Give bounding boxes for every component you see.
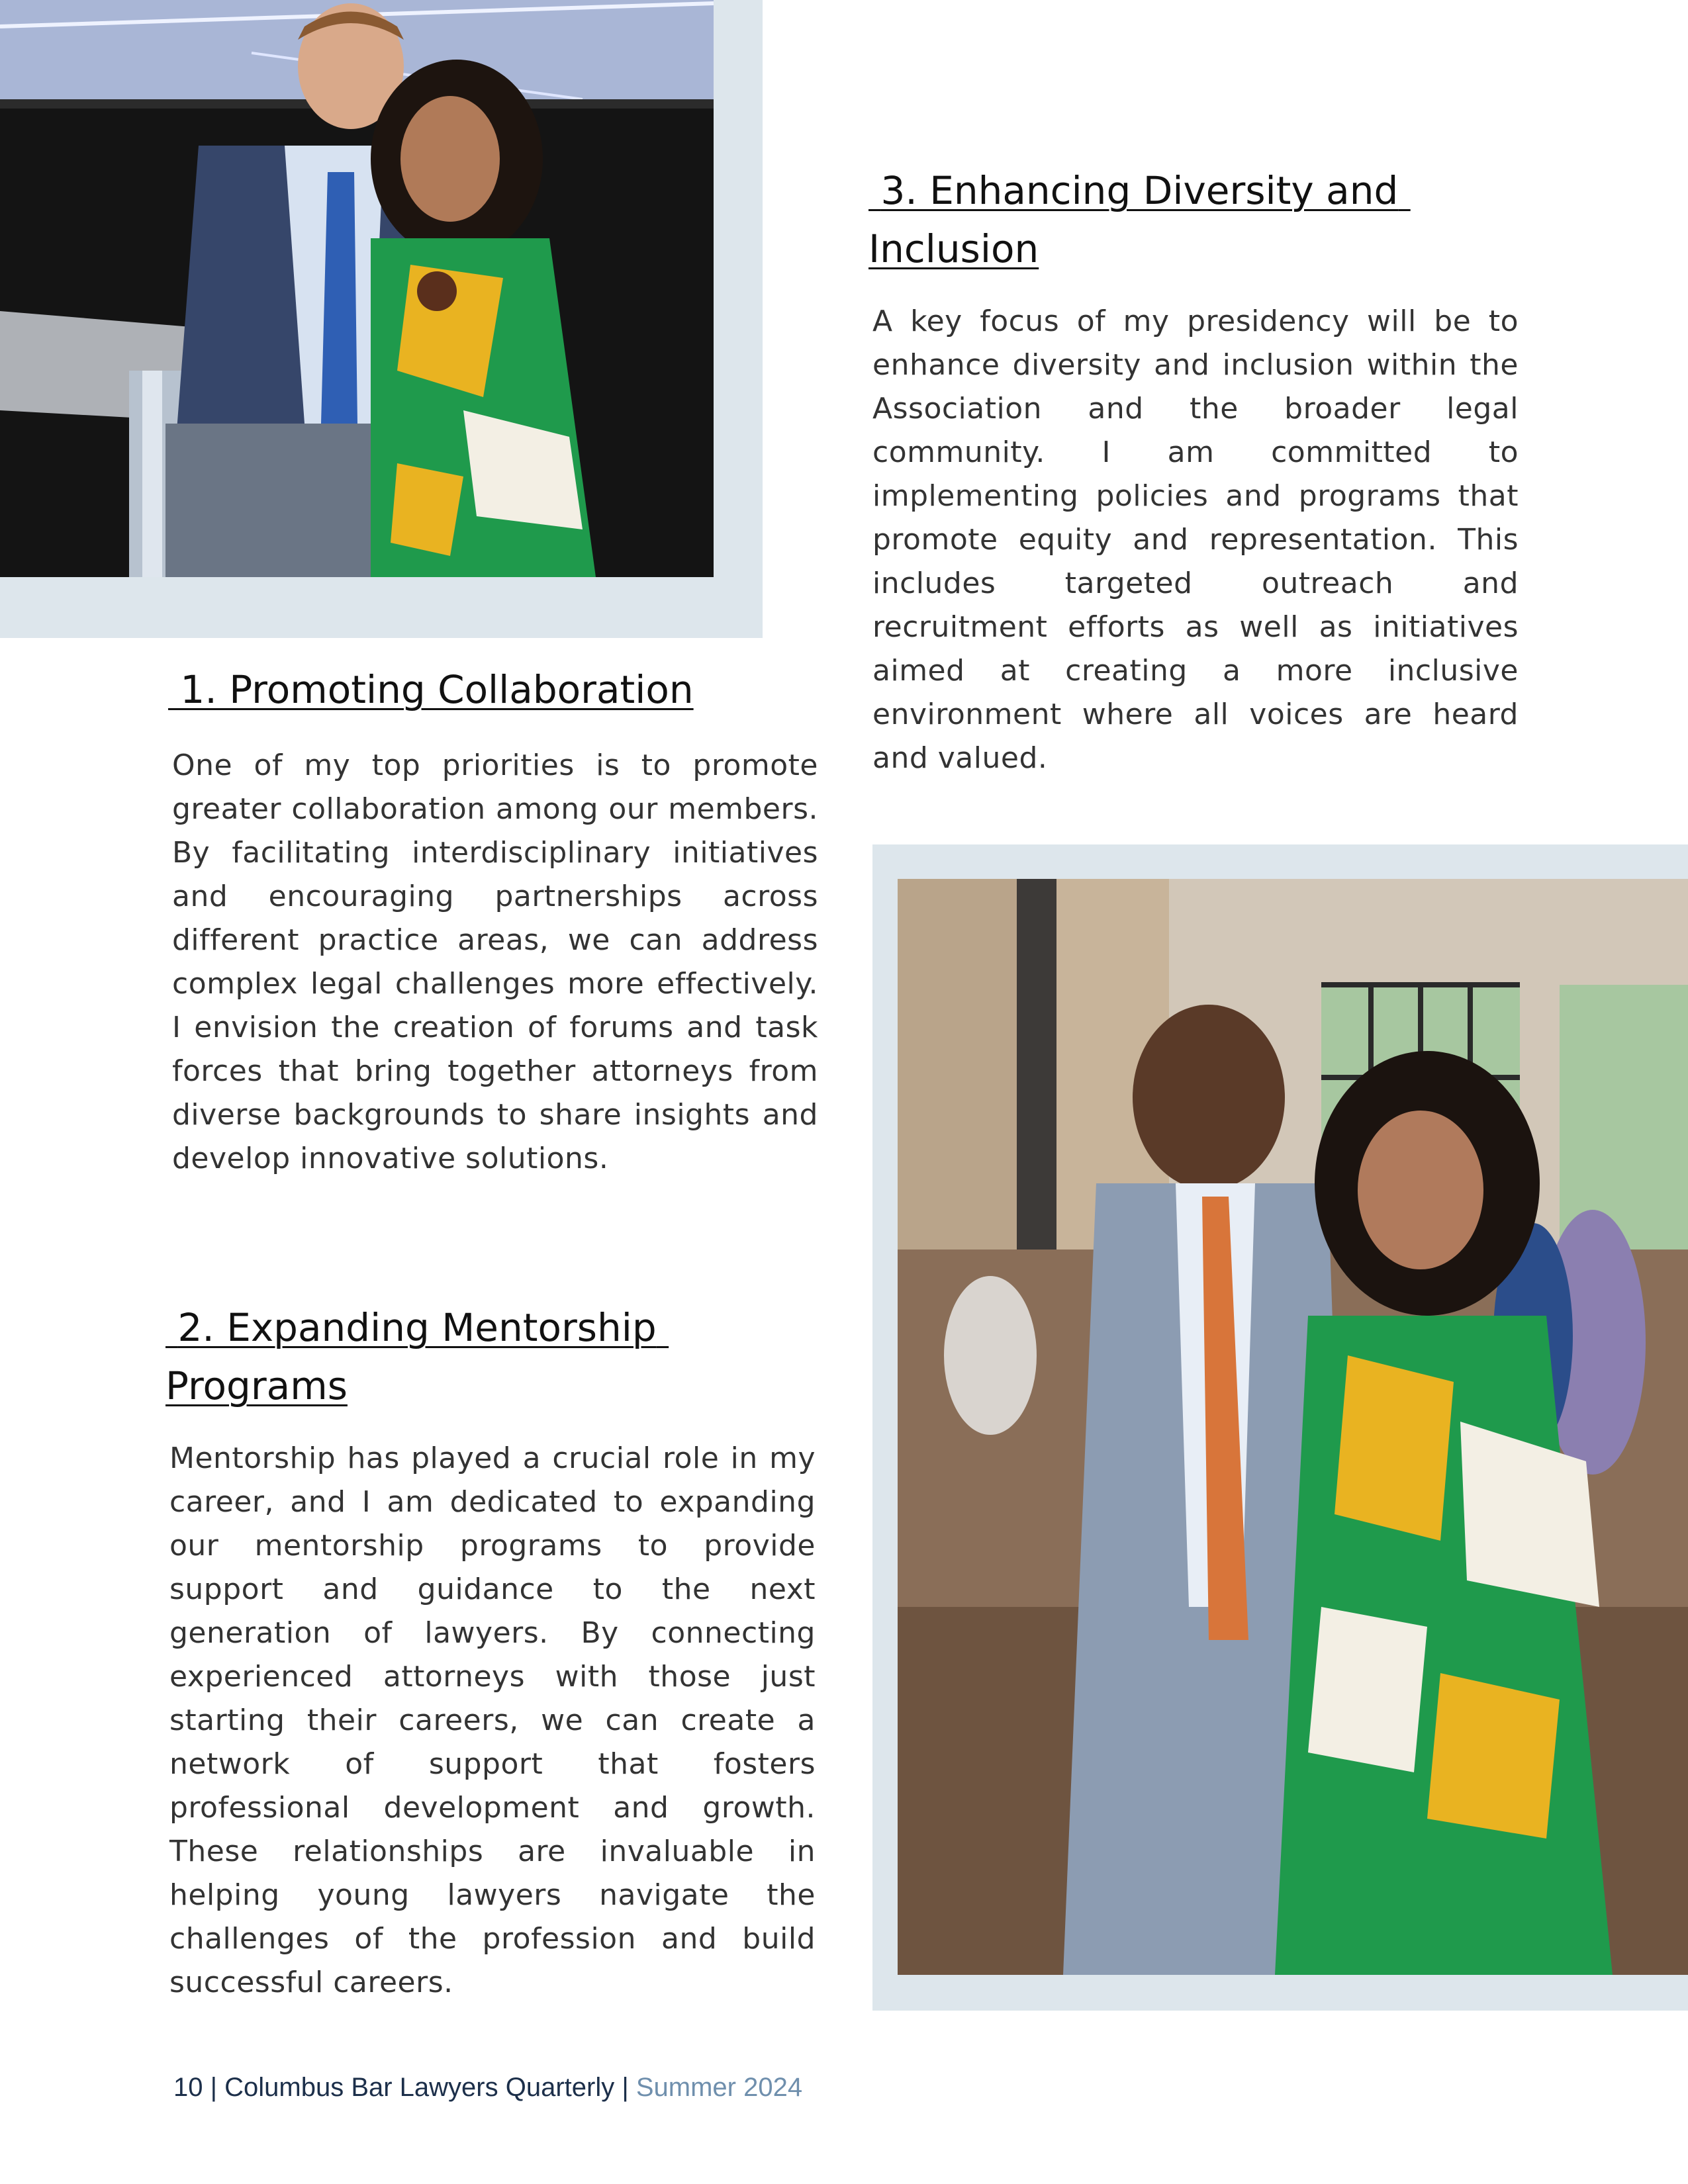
section-heading-collaboration: 1. Promoting Collaboration [168, 667, 694, 712]
section-body-collaboration: One of my top priorities is to promote greater collaboration among our members. By facilitating interdisciplinary initiatives and encouraging partnerships across different practice areas, we can address complex legal challenges more effectively. I envision the creation of forums and task forces that bring together attorneys from diverse backgrounds to share insights and develop innovative solutions. [172, 749, 818, 1175]
issue-season: Summer 2024 [635, 2073, 803, 2102]
page-number: 10 [173, 2073, 203, 2102]
publication-name: Columbus Bar Lawyers Quarterly [224, 2073, 615, 2102]
footer-separator: | [614, 2073, 636, 2102]
gavel-handoff-photo [0, 0, 714, 577]
footer-separator: | [203, 2073, 225, 2102]
section-heading-mentorship: 2. Expanding Mentorship Programs [165, 1305, 669, 1408]
section-body-mentorship: Mentorship has played a crucial role in my career, and I am dedicated to expanding our mentorship programs to provide support and guidance to the next generation of lawyers. By connecting experienced attorneys with those just starting their careers, we can create a network of support that fosters professional development and growth. These relationships are invaluable in helping young lawyers navigate the challenges of the profession and build successful careers. [169, 1441, 816, 1999]
page-footer [173, 2068, 802, 2107]
couple-event-photo [898, 879, 1688, 1975]
section-heading-diversity: 3. Enhancing Diversity and Inclusion [868, 168, 1411, 271]
section-body-diversity: A key focus of my presidency will be to enhance diversity and inclusion within the Association and the broader legal community. I am committed to implementing policies and programs that promote equity and representation. This includes targeted outreach and recruitment efforts as well as initiatives aimed at creating a more inclusive environment where all voices are heard and valued. [872, 304, 1519, 775]
